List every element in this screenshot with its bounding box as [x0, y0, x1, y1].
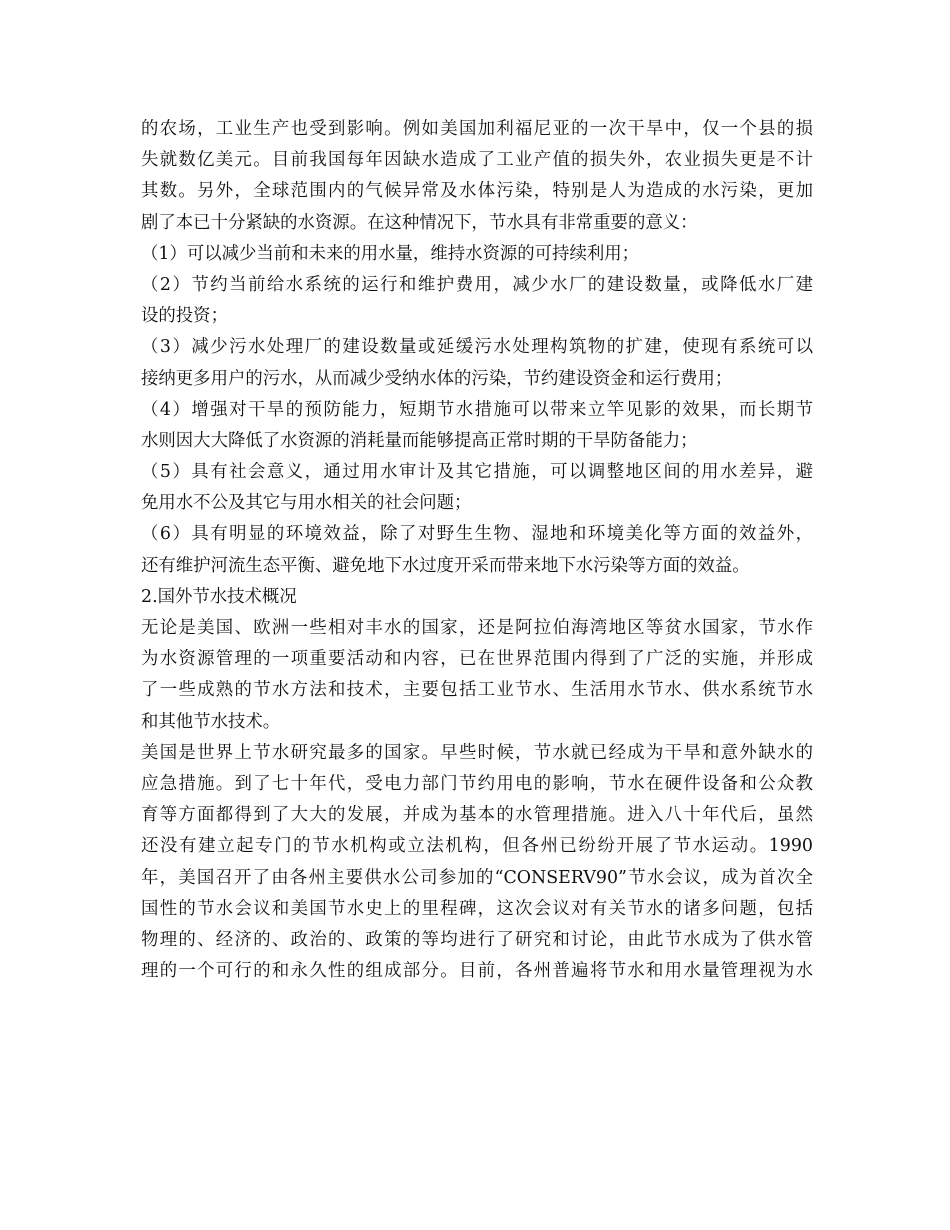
text-line: 应急措施。到了七十年代，受电力部门节约用电的影响，节水在硬件设备和公众教 [141, 773, 813, 794]
text-line: 免用水不公及其它与用水相关的社会问题； [141, 493, 472, 514]
text-line: 和其他节水技术。 [141, 711, 281, 732]
text-line: 剧了本已十分紧缺的水资源。在这种情况下，节水具有非常重要的意义： [141, 212, 698, 233]
text-line: 物理的、经济的、政治的、政策的等均进行了研究和讨论，由此节水成为了供水管 [141, 929, 813, 950]
text-line: 美国是世界上节水研究最多的国家。早些时候，节水就已经成为干旱和意外缺水的 [141, 742, 813, 763]
list-item-3: （3）减少污水处理厂的建设数量或延缓污水处理构筑物的扩建，使现有系统可以 [141, 337, 813, 358]
text-line: 了一些成熟的节水方法和技术，主要包括工业节水、生活用水节水、供水系统节水 [141, 680, 813, 701]
list-item-1: （1）可以减少当前和未来的用水量，维持水资源的可持续利用； [141, 243, 640, 264]
text-line: 接纳更多用户的污水，从而减少受纳水体的污染，节约建设资金和运行费用； [141, 368, 733, 389]
section-heading: 2.国外节水技术概况 [141, 586, 297, 607]
text-line: 还没有建立起专门的节水机构或立法机构，但各州已纷纷开展了节水运动。1990 [141, 836, 813, 857]
document-body [141, 114, 813, 987]
list-item-2: （2）节约当前给水系统的运行和维护费用，减少水厂的建设数量，或降低水厂建 [141, 274, 813, 295]
text-line: 设的投资； [141, 306, 228, 327]
text-line: 的农场，工业生产也受到影响。例如美国加利福尼亚的一次干旱中，仅一个县的损 [141, 119, 813, 139]
list-item-5: （5）具有社会意义，通过用水审计及其它措施，可以调整地区间的用水差异，避 [141, 462, 813, 483]
list-item-4: （4）增强对干旱的预防能力，短期节水措施可以带来立竿见影的效果，而长期节 [141, 399, 813, 420]
text-line: 年，美国召开了由各州主要供水公司参加的“CONSERV90”节水会议，成为首次全 [141, 867, 813, 888]
text-line: 其数。另外，全球范围内的气候异常及水体污染，特别是人为造成的水污染，更加 [141, 181, 813, 202]
text-line: 育等方面都得到了大大的发展，并成为基本的水管理措施。进入八十年代后，虽然 [141, 805, 813, 826]
text-line: 还有维护河流生态平衡、避免地下水过度开采而带来地下水污染等方面的效益。 [141, 555, 750, 576]
text-line: 理的一个可行的和永久性的组成部分。目前，各州普遍将节水和用水量管理视为水 [141, 961, 813, 982]
list-item-6: （6）具有明显的环境效益，除了对野生生物、湿地和环境美化等方面的效益外， [141, 524, 813, 545]
text-line: 为水资源管理的一项重要活动和内容，已在世界范围内得到了广泛的实施，并形成 [141, 649, 813, 670]
text-line: 水则因大大降低了水资源的消耗量而能够提高正常时期的干旱防备能力； [141, 430, 698, 451]
text-line: 无论是美国、欧洲一些相对丰水的国家，还是阿拉伯海湾地区等贫水国家，节水作 [141, 618, 813, 638]
text-line: 失就数亿美元。目前我国每年因缺水造成了工业产值的损失外，农业损失更是不计 [141, 150, 813, 171]
text-line: 国性的节水会议和美国节水史上的里程碑，这次会议对有关节水的诸多问题，包括 [141, 898, 813, 919]
